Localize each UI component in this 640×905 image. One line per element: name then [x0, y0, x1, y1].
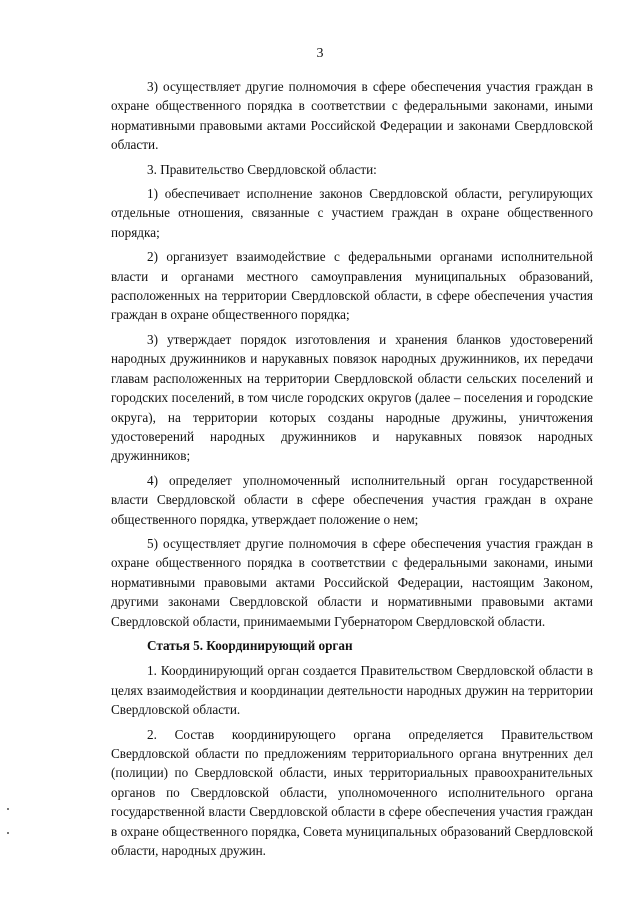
paragraph-government-item-1: 1) обеспечивает исполнение законов Свердловской области, регулирующих отдельные отношения, связанные с участием граждан в охране общественного порядка; [111, 186, 593, 240]
paragraph-government-heading: 3. Правительство Свердловской области: [147, 161, 377, 177]
margin-speck [7, 832, 9, 834]
article-title: Статья 5. Координирующий орган [147, 637, 353, 653]
page-number: 3 [316, 46, 324, 61]
paragraph-government-item-3: 3) утверждает порядок изготовления и хранения бланков удостоверений народных дружинников и нарукавных повязок народных дружинников, их передачи главам расположенных на территории Свердловской области сельских поселений и городских поселений, в том числе городских округов (далее – поселения и городские округа), на территории которых созданы народные дружины, уничтожения удостоверений народных дружинников и нарукавных повязок народных дружинников; [111, 331, 593, 464]
paragraph-government-item-2: 2) организует взаимодействие с федеральными органами исполнительной власти и органами местного самоуправления муниципальных образований, расположенных на территории Свердловской области, в сфере обеспечения участия граждан в охране общественного порядка; [111, 249, 593, 323]
paragraph-government-item-4: 4) определяет уполномоченный исполнительный орган государственной власти Свердловской области в сфере обеспечения участия граждан в охране общественного порядка, утверждает положение о нем; [111, 472, 593, 527]
margin-speck [7, 808, 9, 810]
paragraph-government-item-5: 5) осуществляет другие полномочия в сфере обеспечения участия граждан в охране общественного порядка в соответствии с федеральными законами, иными нормативными правовыми актами Российской Федерации, настоящим Законом, другими законами Свердловской области и нормативными правовыми актами Свердловской области, принимаемыми Губернатором Свердловской области. [111, 535, 593, 629]
paragraph-article-item-1: 1. Координирующий орган создается Правительством Свердловской области в целях взаимодействия и координации деятельности народных дружин на территории Свердловской области. [111, 663, 593, 718]
document-body [111, 77, 593, 865]
paragraph-authority-other-powers: 3) осуществляет другие полномочия в сфере обеспечения участия граждан в охране общественного порядка в соответствии с федеральными законами, иными нормативными правовыми актами Российской Федерации и законами Свердловской области. [111, 79, 593, 153]
paragraph-article-item-2: 2. Состав координирующего органа определяется Правительством Свердловской области по предложениям территориального органа внутренних дел (полиции) по Свердловской области, иных территориальных правоохранительных органов по Свердловской области, уполномоченного исполнительного органа государственной власти Свердловской области в сфере обеспечения участия граждан в охране общественного порядка, Совета муниципальных образований Свердловской области, народных дружин. [111, 726, 593, 859]
